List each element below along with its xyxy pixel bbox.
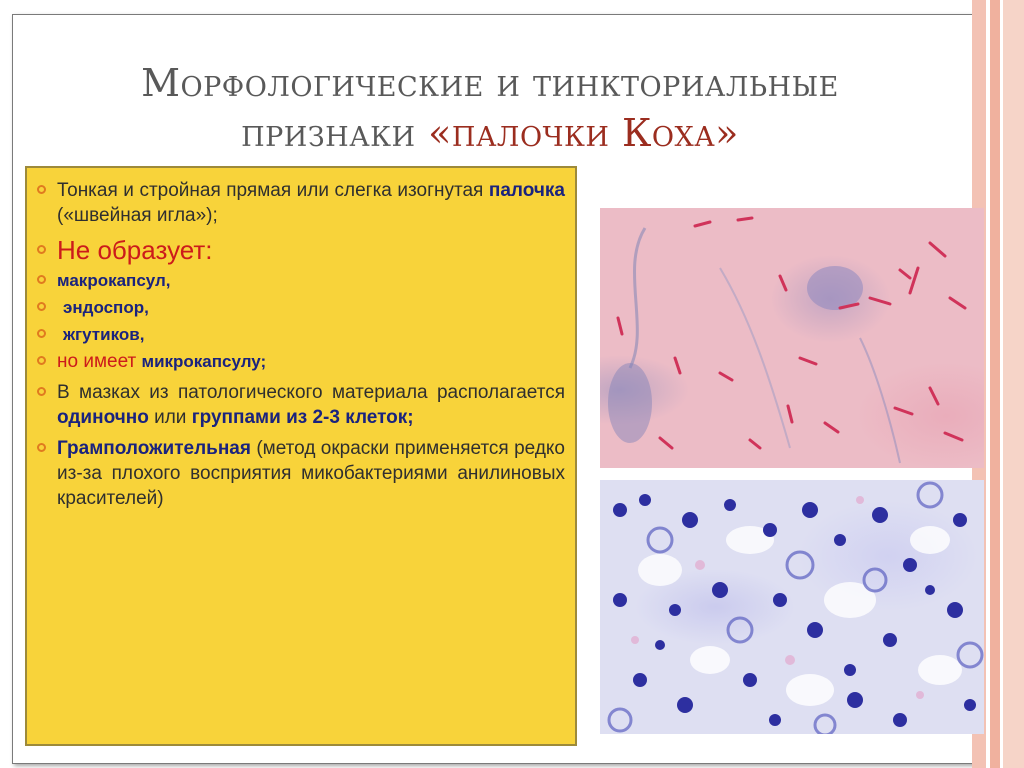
bullet-shape bbox=[35, 178, 565, 228]
bullet-shape-bold: палочка bbox=[488, 180, 565, 201]
bullet-flagella bbox=[35, 322, 565, 347]
bullet-flagella-text: жгутиков, bbox=[63, 325, 145, 344]
bullet-macrocapsule bbox=[35, 268, 565, 293]
bullet-shape-text: Тонкая и стройная прямая или слегка изогнутая bbox=[57, 180, 489, 201]
bullet-icon bbox=[37, 329, 46, 338]
bullet-gram bbox=[35, 436, 565, 511]
bullet-microcapsule-bold: микрокапсулу; bbox=[141, 352, 267, 371]
bullet-not-forming-text: Не образует: bbox=[57, 235, 213, 265]
text-panel bbox=[25, 166, 577, 746]
bullet-icon bbox=[37, 245, 46, 254]
bullet-icon bbox=[37, 185, 46, 194]
bullet-not-forming bbox=[35, 234, 565, 266]
bullet-smears-mid: или bbox=[148, 407, 192, 428]
bullet-gram-bold: Грамположительная bbox=[57, 438, 251, 459]
bullet-smears-bold-1: одиночно bbox=[57, 407, 149, 428]
bullet-icon bbox=[37, 387, 46, 396]
bullet-smears-text: В мазках из патологического материала располагается bbox=[57, 382, 565, 403]
bullet-smears bbox=[35, 380, 565, 430]
bullet-endospores bbox=[35, 295, 565, 320]
bullet-icon bbox=[37, 275, 46, 284]
slide-title bbox=[40, 58, 940, 158]
bullet-icon bbox=[37, 356, 46, 365]
bullet-icon bbox=[37, 443, 46, 452]
bullet-smears-bold-2: группами из 2-3 клеток; bbox=[191, 407, 414, 428]
bullet-icon bbox=[37, 302, 46, 311]
bullet-microcapsule bbox=[35, 349, 565, 374]
bullet-endospores-text: эндоспор, bbox=[63, 298, 149, 317]
bullet-shape-tail: («швейная игла»); bbox=[57, 205, 218, 226]
title-line-1: Морфологические и тинкториальные bbox=[141, 61, 839, 105]
bullet-microcapsule-text: но имеет bbox=[57, 351, 142, 372]
bullet-macrocapsule-text: макрокапсул, bbox=[57, 271, 171, 290]
micrograph-tissue-cells bbox=[600, 480, 984, 734]
micrograph-acid-fast-rods bbox=[600, 208, 984, 468]
title-accent: «палочки Коха» bbox=[428, 111, 739, 155]
bullet-gram-text: (метод окраски применяется редко из-за плохого восприятия микобактериями анилиновых красителей) bbox=[57, 438, 565, 509]
title-prefix: признаки bbox=[241, 111, 429, 155]
title-line-2 bbox=[40, 108, 940, 158]
